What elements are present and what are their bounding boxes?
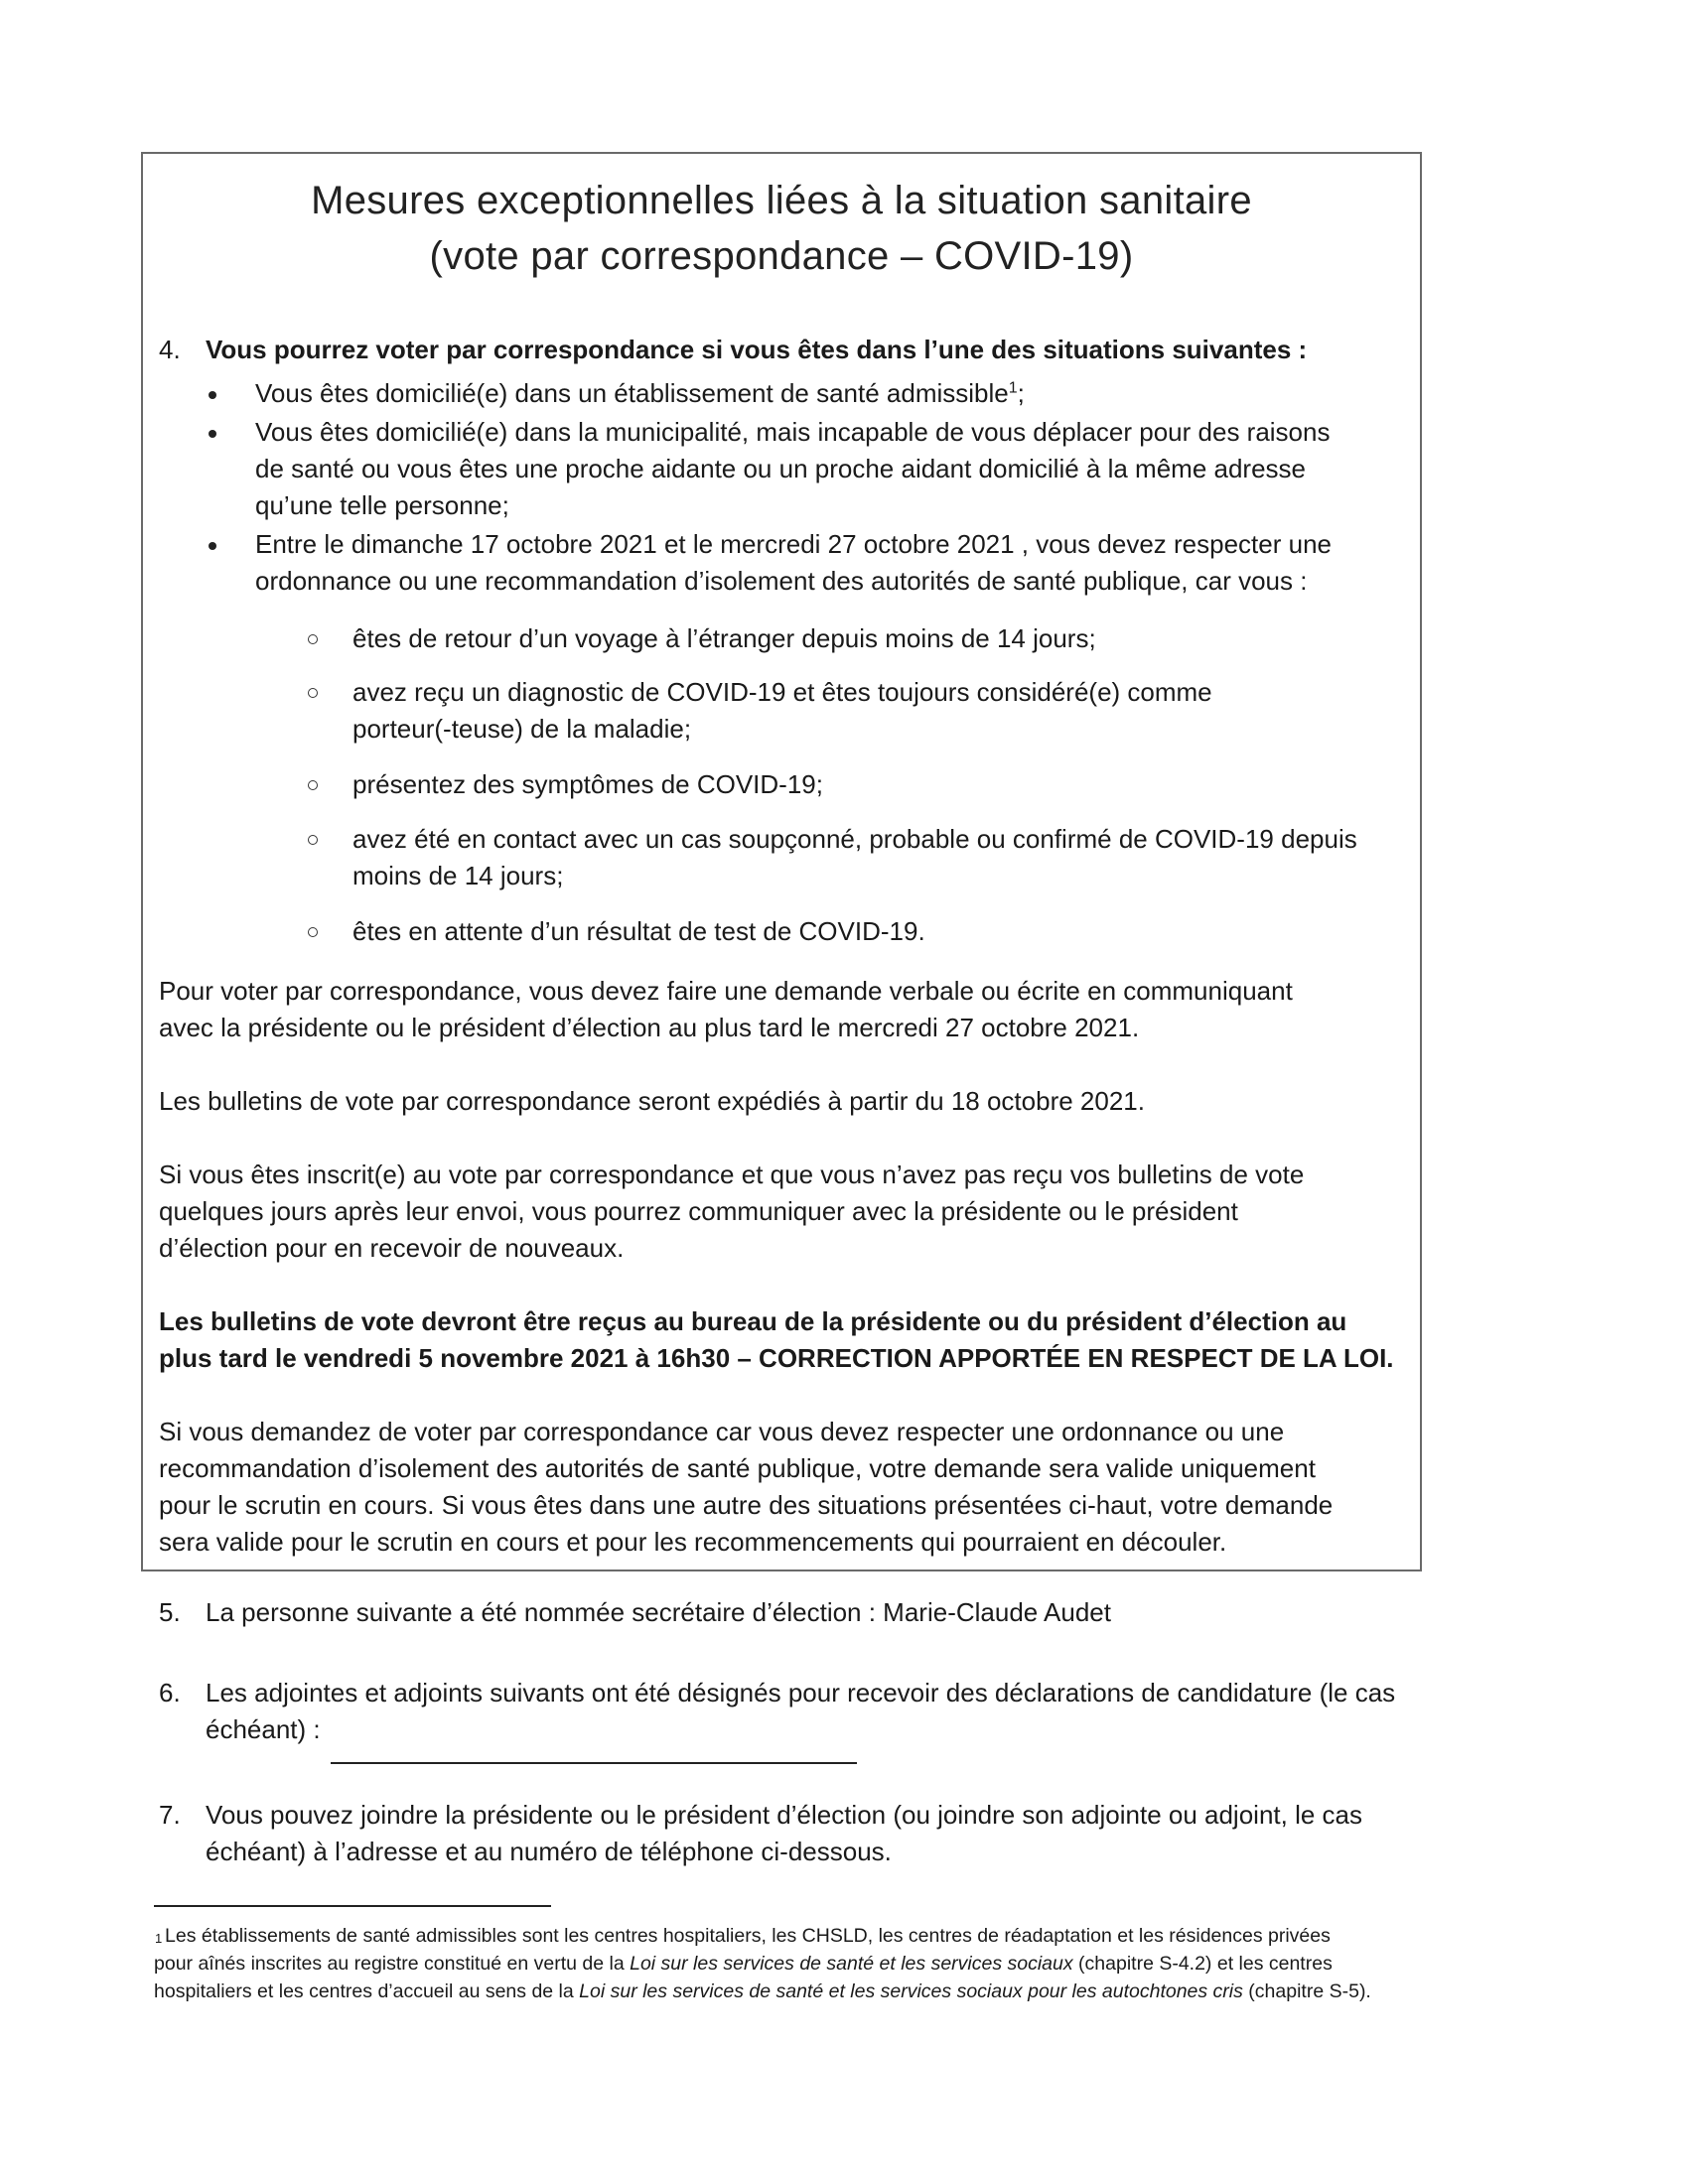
item6-number: 6.	[159, 1678, 181, 1707]
circle-bullet-icon	[308, 927, 318, 937]
item5-number: 5.	[159, 1597, 181, 1627]
bullet1-text: Vous êtes domicilié(e) dans un établissement de santé admissible$^1$;	[255, 378, 1025, 408]
item4-heading: Vous pourrez voter par correspondance si vous êtes dans l’une des situations suivantes :	[206, 335, 1308, 364]
para3-line3: d’élection pour en recevoir de nouveaux.	[159, 1233, 625, 1263]
para5-line2: recommandation d’isolement des autorités de santé publique, votre demande sera valide uniquement	[159, 1453, 1316, 1483]
box-title-line1: Mesures exceptionnelles liées à la situation sanitaire	[311, 179, 1252, 222]
bullet-icon	[209, 430, 216, 438]
circle-bullet-icon	[308, 634, 318, 644]
para2: Les bulletins de vote par correspondance seront expédiés à partir du 18 octobre 2021.	[159, 1086, 1145, 1116]
para1-line1: Pour voter par correspondance, vous devez faire une demande verbale ou écrite en communiquant	[159, 976, 1293, 1006]
sub-item3: présentez des symptômes de COVID-19;	[352, 769, 823, 799]
para5-line4: sera valide pour le scrutin en cours et pour les recommencements qui pourraient en découler.	[159, 1527, 1227, 1557]
bullet3-line2: ordonnance ou une recommandation d’isolement des autorités de santé publique, car vous :	[255, 566, 1308, 596]
para5-line3: pour le scrutin en cours. Si vous êtes dans une autre des situations présentées ci-haut, votre demande	[159, 1490, 1334, 1520]
footnote-rule	[154, 1905, 551, 1907]
item5-text: La personne suivante a été nommée secrétaire d’élection : Marie-Claude Audet	[206, 1597, 1111, 1627]
para3-line1: Si vous êtes inscrit(e) au vote par correspondance et que vous n’avez pas reçu vos bulletins de vote	[159, 1160, 1305, 1189]
para4-line2: plus tard le vendredi 5 novembre 2021 à 16h30 – CORRECTION APPORTÉE EN RESPECT DE LA LOI.	[159, 1343, 1394, 1373]
circle-bullet-icon	[308, 688, 318, 698]
item6-line2: échéant) :	[206, 1714, 321, 1744]
sub-item2-line1: avez reçu un diagnostic de COVID-19 et êtes toujours considéré(e) comme	[352, 677, 1212, 707]
para5-line1: Si vous demandez de voter par correspondance car vous devez respecter une ordonnance ou une	[159, 1417, 1285, 1446]
box-title-line2: (vote par correspondance – COVID-19)	[429, 234, 1134, 278]
bullet3-line1: Entre le dimanche 17 octobre 2021 et le mercredi 27 octobre 2021 , vous devez respecter une	[255, 529, 1332, 559]
footnote-ref: 1	[1008, 379, 1018, 397]
para1-line2: avec la présidente ou le président d’élection au plus tard le mercredi 27 octobre 2021.	[159, 1013, 1140, 1042]
sub-item4-line2: moins de 14 jours;	[352, 861, 564, 890]
bullet2-line2: de santé ou vous êtes une proche aidante ou un proche aidant domicilié à la même adresse	[255, 454, 1307, 483]
footnote-line3: hospitaliers et les centres d’accueil au sens de la Loi sur les services de santé et les services sociaux pour les autochtones cris (chapitre S-5).	[154, 1980, 1371, 2002]
bullet-icon	[209, 391, 216, 399]
deputies-blank-field	[331, 1762, 857, 1764]
bullet2-line1: Vous êtes domicilié(e) dans la municipalité, mais incapable de vous déplacer pour des raisons	[255, 417, 1331, 447]
footnote-mark: 1	[155, 1931, 163, 1946]
circle-bullet-icon	[308, 835, 318, 845]
item4-number: 4.	[159, 335, 181, 364]
bullet-icon	[209, 542, 216, 550]
footnote-line2: pour aînés inscrites au registre constitué en vertu de la Loi sur les services de santé et les services sociaux (chapitre S-4.2) et les centres	[154, 1953, 1333, 1975]
circle-bullet-icon	[308, 780, 318, 790]
para3-line2: quelques jours après leur envoi, vous pourrez communiquer avec la présidente ou le président	[159, 1196, 1238, 1226]
sub-item1: êtes de retour d’un voyage à l’étranger depuis moins de 14 jours;	[352, 623, 1096, 653]
item6-line1: Les adjointes et adjoints suivants ont été désignés pour recevoir des déclarations de candidature (le cas	[206, 1678, 1396, 1707]
sub-item4-line1: avez été en contact avec un cas soupçonné, probable ou confirmé de COVID-19 depuis	[352, 824, 1357, 854]
item7-number: 7.	[159, 1800, 181, 1830]
sub-item2-line2: porteur(-teuse) de la maladie;	[352, 714, 692, 744]
item7-line2: échéant) à l’adresse et au numéro de téléphone ci-dessous.	[206, 1837, 892, 1866]
sub-item5: êtes en attente d’un résultat de test de COVID-19.	[352, 916, 925, 946]
footnote-line1: Les établissements de santé admissibles sont les centres hospitaliers, les CHSLD, les centres de réadaptation et les résidences privées	[165, 1925, 1331, 1947]
para4-line1: Les bulletins de vote devront être reçus au bureau de la présidente ou du président d’élection au	[159, 1306, 1347, 1336]
item7-line1: Vous pouvez joindre la présidente ou le président d’élection (ou joindre son adjointe ou adjoint, le cas	[206, 1800, 1362, 1830]
bullet2-line3: qu’une telle personne;	[255, 490, 509, 520]
